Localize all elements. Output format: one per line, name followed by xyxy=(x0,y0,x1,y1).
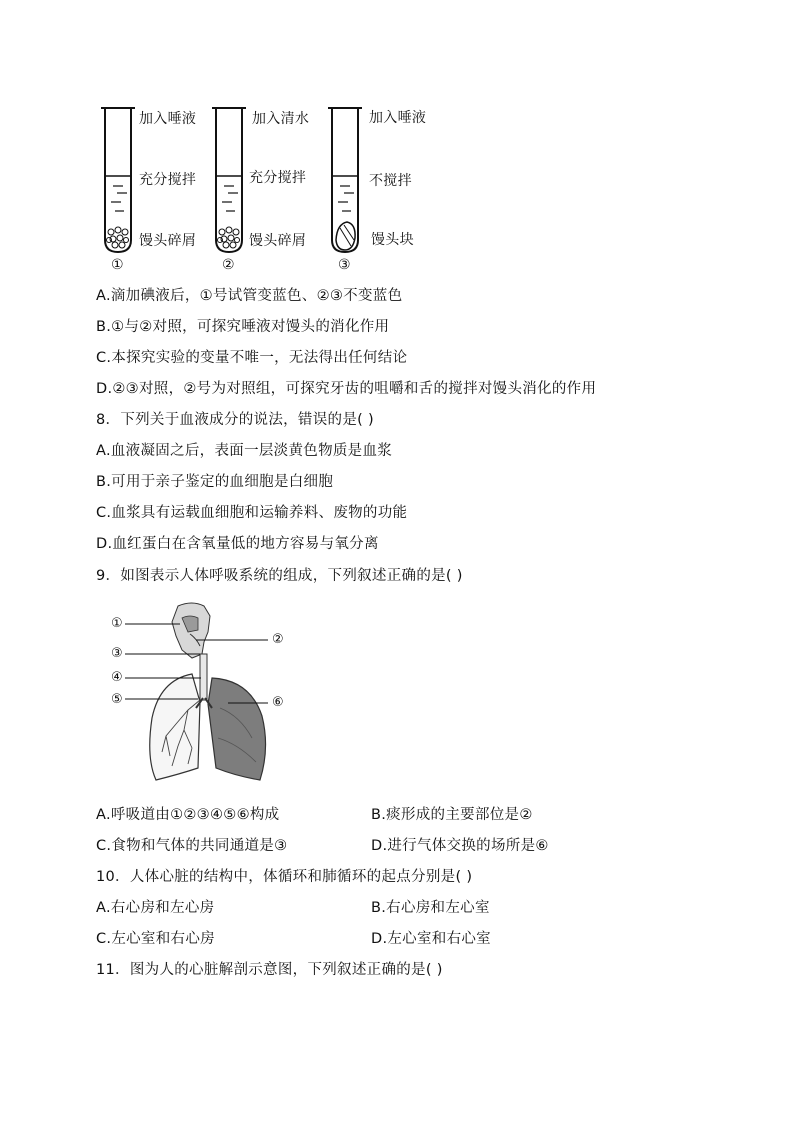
q10-option-c: C.左心室和右心房 xyxy=(96,931,215,947)
tube-3-number: ③ xyxy=(338,257,351,273)
q7-option-a: A.滴加碘液后，①号试管变蓝色、②③不变蓝色 xyxy=(96,288,403,304)
q9-option-b: B.痰形成的主要部位是② xyxy=(371,807,533,823)
tube-2-number: ② xyxy=(222,257,235,273)
respiratory-label-5: ⑤ xyxy=(111,692,123,707)
tube-2-mid-label: 充分搅拌 xyxy=(249,170,307,186)
tube-1-number: ① xyxy=(111,257,124,273)
tube-1-bottom-label: 馒头碎屑 xyxy=(139,233,197,249)
tube-2-top-label: 加入清水 xyxy=(252,111,310,127)
test-tube-2 xyxy=(212,108,246,252)
respiratory-label-1: ① xyxy=(111,616,123,631)
respiratory-label-2: ② xyxy=(272,632,284,647)
q7-option-c: C.本探究实验的变量不唯一，无法得出任何结论 xyxy=(96,350,408,366)
tube-2-bottom-label: 馒头碎屑 xyxy=(249,233,307,249)
respiratory-label-4: ④ xyxy=(111,670,123,685)
q10-option-d: D.左心室和右心室 xyxy=(371,931,491,947)
respiratory-label-6: ⑥ xyxy=(272,695,284,710)
respiratory-system-figure xyxy=(100,598,300,788)
q9-option-a: A.呼吸道由①②③④⑤⑥构成 xyxy=(96,807,280,823)
q8-option-d: D.血红蛋白在含氧量低的地方容易与氧分离 xyxy=(96,536,379,552)
q8-option-b: B.可用于亲子鉴定的血细胞是白细胞 xyxy=(96,474,334,490)
q8-option-a: A.血液凝固之后，表面一层淡黄色物质是血浆 xyxy=(96,443,393,459)
test-tube-1 xyxy=(101,108,135,252)
q10-option-b: B.右心房和左心室 xyxy=(371,900,490,916)
q10-stem: 10．人体心脏的结构中，体循环和肺循环的起点分别是( ) xyxy=(96,869,473,885)
tube-3-bottom-label: 馒头块 xyxy=(371,232,414,248)
q11-stem: 11．图为人的心脏解剖示意图，下列叙述正确的是( ) xyxy=(96,962,443,978)
q9-option-d: D.进行气体交换的场所是⑥ xyxy=(371,838,549,854)
tube-3-top-label: 加入唾液 xyxy=(369,110,427,126)
tube-1-top-label: 加入唾液 xyxy=(139,111,197,127)
q8-stem: 8．下列关于血液成分的说法，错误的是( ) xyxy=(96,412,374,428)
q7-option-b: B.①与②对照，可探究唾液对馒头的消化作用 xyxy=(96,319,390,335)
test-tube-3 xyxy=(328,108,362,252)
tube-3-mid-label: 不搅拌 xyxy=(369,173,412,189)
q10-option-a: A.右心房和左心房 xyxy=(96,900,215,916)
tube-1-mid-label: 充分搅拌 xyxy=(139,172,197,188)
q8-option-c: C.血浆具有运载血细胞和运输养料、废物的功能 xyxy=(96,505,408,521)
q9-stem: 9．如图表示人体呼吸系统的组成，下列叙述正确的是( ) xyxy=(96,568,463,584)
q7-option-d: D.②③对照，②号为对照组，可探究牙齿的咀嚼和舌的搅拌对馒头消化的作用 xyxy=(96,381,597,397)
q9-option-c: C.食物和气体的共同通道是③ xyxy=(96,838,288,854)
respiratory-label-3: ③ xyxy=(111,646,123,661)
